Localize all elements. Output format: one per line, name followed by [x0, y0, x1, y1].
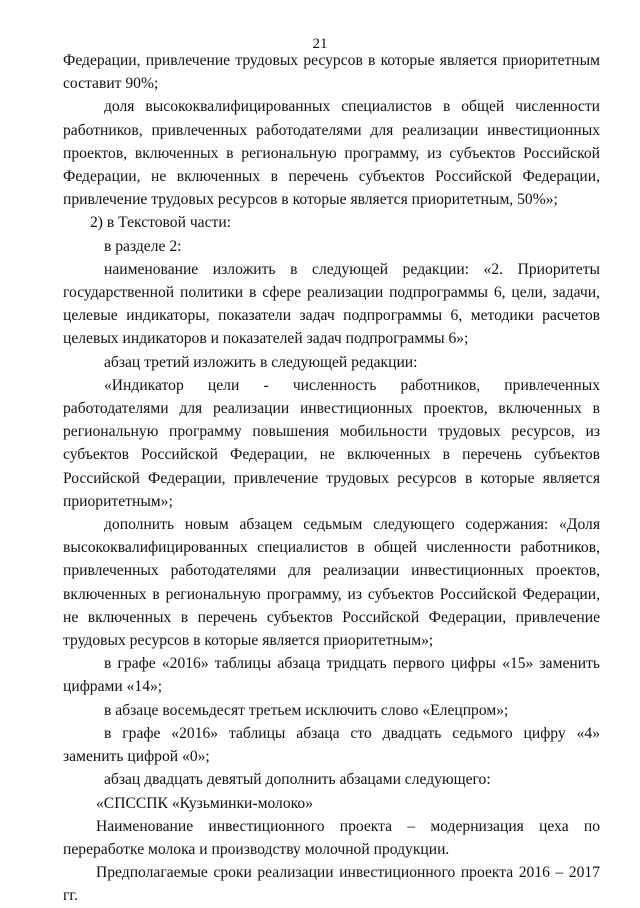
paragraph: доля высококвалифицированных специалистов в общей численности работников, привлеченных работодателями для реализации инвестиционных проектов, включенных в региональную программу, из субъектов Российской Федерации, не включенных в перечень субъектов Российской Федерации, привлечение трудовых ресурсов в которые является приоритетным, 50%»; — [63, 98, 600, 209]
paragraph: в графе «2016» таблицы абзаца тридцать первого цифры «15» заменить цифрами «14»; — [63, 655, 600, 696]
paragraph: в абзаце восемьдесят третьем исключить слово «Елецпром»; — [104, 701, 509, 719]
paragraph: дополнить новым абзацем седьмым следующего содержания: «Доля высококвалифицированных специалистов в общей численности работников, привлеченных работодателями для реализации инвестиционных проектов, включенных в региональную программу, из субъектов Российской Федерации, не включенных в перечень субъектов Российской Федерации, привлечение трудовых ресурсов в которые является приоритетным»; — [63, 516, 600, 650]
paragraph: наименование изложить в следующей редакции: «2. Приоритеты государственной политики в сфере реализации подпрограммы 6, цели, задачи, целевые индикаторы, показатели задач подпрограммы 6, методики расчетов целевых индикаторов и показателей задач подпрограммы 6»; — [63, 260, 600, 348]
paragraph: Наименование инвестиционного проекта – модернизация цеха по переработке молока и производству молочной продукции. — [63, 817, 600, 858]
document-body — [63, 49, 600, 908]
paragraph: Предполагаемые сроки реализации инвестиционного проекта 2016 – 2017 гг. — [63, 864, 600, 905]
page-number: 21 — [312, 36, 328, 52]
paragraph: Федерации, привлечение трудовых ресурсов в которые является приоритетным составит 90%; — [63, 52, 600, 93]
paragraph: в разделе 2: — [104, 237, 182, 255]
paragraph: «Индикатор цели - численность работников, привлеченных работодателями для реализации инвестиционных проектов, включенных в региональную программу повышения мобильности трудовых ресурсов, из субъектов Российской Федерации, не включенных в перечень субъектов Российской Федерации, привлечение трудовых ресурсов в которые является приоритетным»; — [63, 376, 600, 510]
paragraph: абзац двадцать девятый дополнить абзацами следующего: — [104, 771, 491, 789]
paragraph: в графе «2016» таблицы абзаца сто двадцать седьмого цифру «4» заменить цифрой «0»; — [63, 724, 600, 766]
paragraph: «СПССПК «Кузьминки-молоко» — [96, 794, 314, 812]
paragraph: 2) в Текстовой части: — [90, 214, 231, 232]
paragraph: абзац третий изложить в следующей редакции: — [104, 353, 418, 371]
